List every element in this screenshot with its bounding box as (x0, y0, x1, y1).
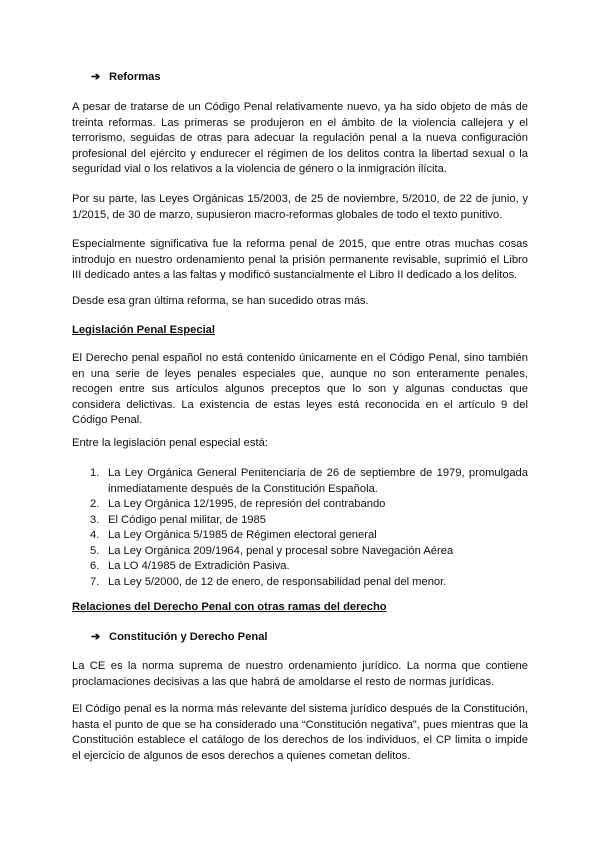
relaciones-paragraph-1: La CE es la norma suprema de nuestro ordenamiento jurídico. La norma que contiene proclamaciones decisivas a las que habrá de amoldarse el resto de normas jurídicas. (72, 660, 528, 688)
legislacion-heading: Legislación Penal Especial (72, 324, 216, 336)
relaciones-heading: Relaciones del Derecho Penal con otras ramas del derecho (72, 601, 387, 613)
constitucion-heading-text: Constitución y Derecho Penal (109, 631, 268, 643)
reformas-paragraph-4: Desde esa gran última reforma, se han sucedido otras más. (72, 295, 369, 307)
list-item: 4. La Ley Orgánica 5/1985 de Régimen electoral general (90, 529, 377, 541)
legislacion-paragraph-1: El Derecho penal español no está contenido únicamente en el Código Penal, sino también en una serie de leyes penales especiales que, aunque no son enteramente penales, recogen entre sus artículos algunos preceptos que lo son y algunas conductas que considera delictivas. La existencia de estas leyes está reconocida en el artículo 9 del Código Penal. (72, 352, 528, 426)
legislacion-intro: Entre la legislación penal especial está: (72, 437, 268, 449)
list-item: 5. La Ley Orgánica 209/1964, penal y procesal sobre Navegación Aérea (90, 544, 454, 557)
reformas-heading-text: Reformas (109, 71, 161, 83)
relaciones-paragraph-2: El Código penal es la norma más relevante del sistema jurídico después de la Constitución, hasta el punto de que se ha considerado una “Constitución negativa”, pues mientras que la Constitución establece el catálogo de los derechos de los individuos, el CP limita o impide el ejercicio de algunos de esos derechos a quienes cometan delitos. (72, 703, 528, 762)
reformas-paragraph-1: A pesar de tratarse de un Código Penal relativamente nuevo, ya ha sido objeto de más de treinta reformas. Las primeras se produjeron en el ámbito de la violencia callejera y el terrorismo, seguidas de otras para adecuar la regulación penal a la nueva configuración profesional del ejército y endurecer el régimen de los delitos contra la libertad sexual o la seguridad vial o los relativos a la violencia de género o la inmigración ilícita. (72, 101, 528, 175)
reformas-paragraph-3: Especialmente significativa fue la reforma penal de 2015, que entre otras muchas cosas introdujo en nuestro ordenamiento penal la prisión permanente revisable, suprimió el Libro III dedicado antes a las faltas y modificó sustancialmente el Libro II dedicado a los delitos. (72, 238, 528, 281)
list-item: 3. El Código penal militar, de 1985 (90, 513, 266, 526)
arrow-bullet-icon: ➔ (91, 631, 101, 643)
reformas-heading (91, 70, 161, 86)
list-item: 1. La Ley Orgánica General Penitenciaria de 26 de septiembre de 1979, promulgada inmediatamente después de la Constitución Española. (90, 467, 528, 495)
list-item: 7. La Ley 5/2000, de 12 de enero, de responsabilidad penal del menor. (90, 575, 447, 588)
list-item: 2. La Ley Orgánica 12/1995, de represión del contrabando (90, 498, 386, 510)
special-legislation-list (72, 466, 528, 590)
reformas-paragraph-2: Por su parte, las Leyes Orgánicas 15/2003, de 25 de noviembre, 5/2010, de 22 de junio, y 1/2015, de 30 de marzo, supusieron macro-reformas globales de todo el texto punitivo. (72, 193, 528, 221)
arrow-bullet-icon: ➔ (91, 71, 101, 83)
constitucion-heading (91, 630, 268, 646)
list-item: 6. La LO 4/1985 de Extradición Pasiva. (90, 560, 290, 572)
